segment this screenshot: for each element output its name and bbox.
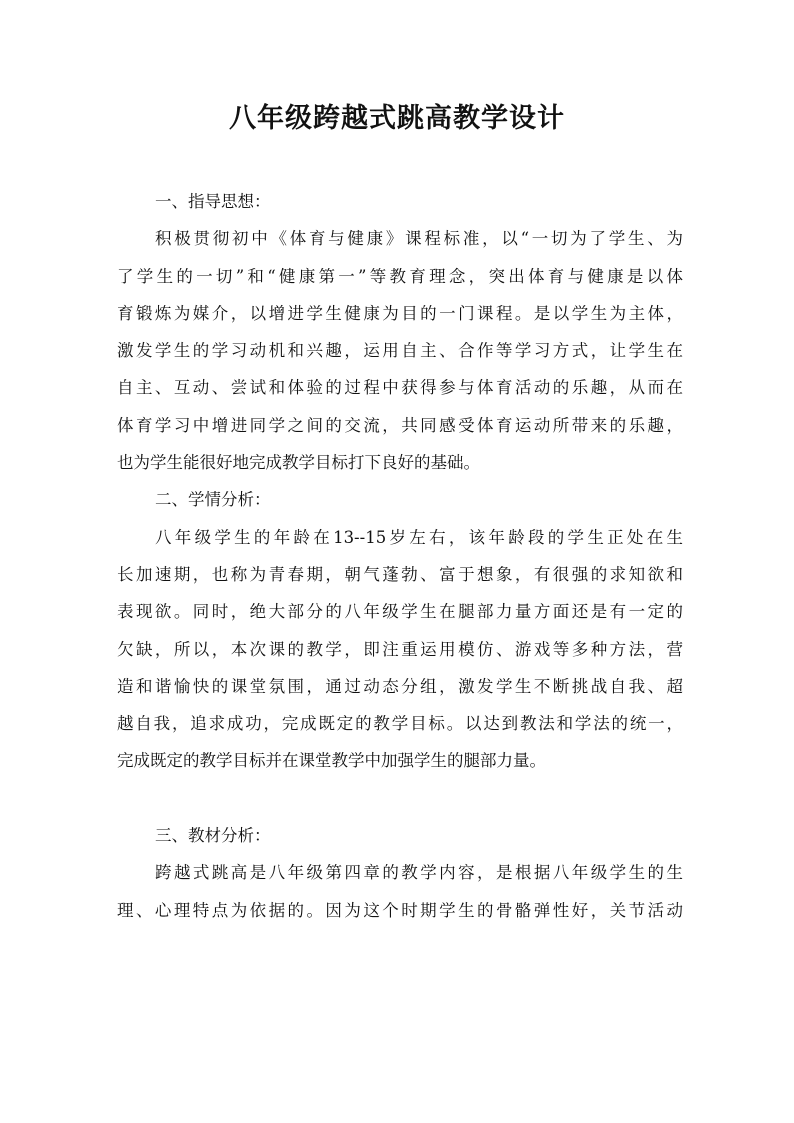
paragraph-line: 越自我，追求成功，完成既定的教学目标。以达到教法和学法的统一， bbox=[117, 714, 683, 734]
paragraph-line: 也为学生能很好地完成教学目标打下良好的基础。 bbox=[117, 453, 480, 473]
blank-line bbox=[117, 780, 683, 817]
section-heading-material-analysis: 三、教材分析： bbox=[155, 826, 271, 846]
section-heading-guiding-ideology: 一、指导思想： bbox=[155, 192, 271, 211]
paragraph-line: 长加速期，也称为青春期，朝气蓬勃、富于想象，有很强的求知欲和 bbox=[117, 564, 683, 584]
paragraph-line: 跨越式跳高是八年级第四章的教学内容，是根据八年级学生的生 bbox=[155, 863, 683, 883]
section-heading-learner-analysis: 二、学情分析： bbox=[155, 490, 271, 510]
paragraph-line: 育锻炼为媒介，以增进学生健康为目的一门课程。是以学生为主体， bbox=[117, 303, 683, 323]
paragraph-line: 了学生的一切”和“健康第一”等教育理念，突出体育与健康是以体 bbox=[117, 266, 683, 286]
paragraph-line: 自主、互动、尝试和体验的过程中获得参与体育活动的乐趣，从而在 bbox=[117, 378, 683, 398]
document-body bbox=[117, 183, 683, 929]
paragraph-line: 体育学习中增进同学之间的交流，共同感受体育运动所带来的乐趣， bbox=[117, 415, 683, 435]
paragraph-line: 八年级学生的年龄在13--15岁左右，该年龄段的学生正处在生 bbox=[155, 527, 683, 547]
paragraph-line: 理、心理特点为依据的。因为这个时期学生的骨骼弹性好，关节活动 bbox=[117, 900, 683, 920]
paragraph-line: 积极贯彻初中《体育与健康》课程标准，以“一切为了学生、为 bbox=[155, 229, 683, 249]
document-title: 八年级跨越式跳高教学设计 bbox=[229, 103, 565, 134]
paragraph-line: 欠缺，所以，本次课的教学，即注重运用模仿、游戏等多种方法，营 bbox=[117, 639, 683, 659]
paragraph-line: 激发学生的学习动机和兴趣，运用自主、合作等学习方式，让学生在 bbox=[117, 341, 683, 361]
paragraph-line: 完成既定的教学目标并在课堂教学中加强学生的腿部力量。 bbox=[117, 751, 546, 771]
paragraph-line: 造和谐愉快的课堂氛围，通过动态分组，激发学生不断挑战自我、超 bbox=[117, 676, 683, 696]
paragraph-line: 表现欲。同时，绝大部分的八年级学生在腿部力量方面还是有一定的 bbox=[117, 602, 683, 622]
